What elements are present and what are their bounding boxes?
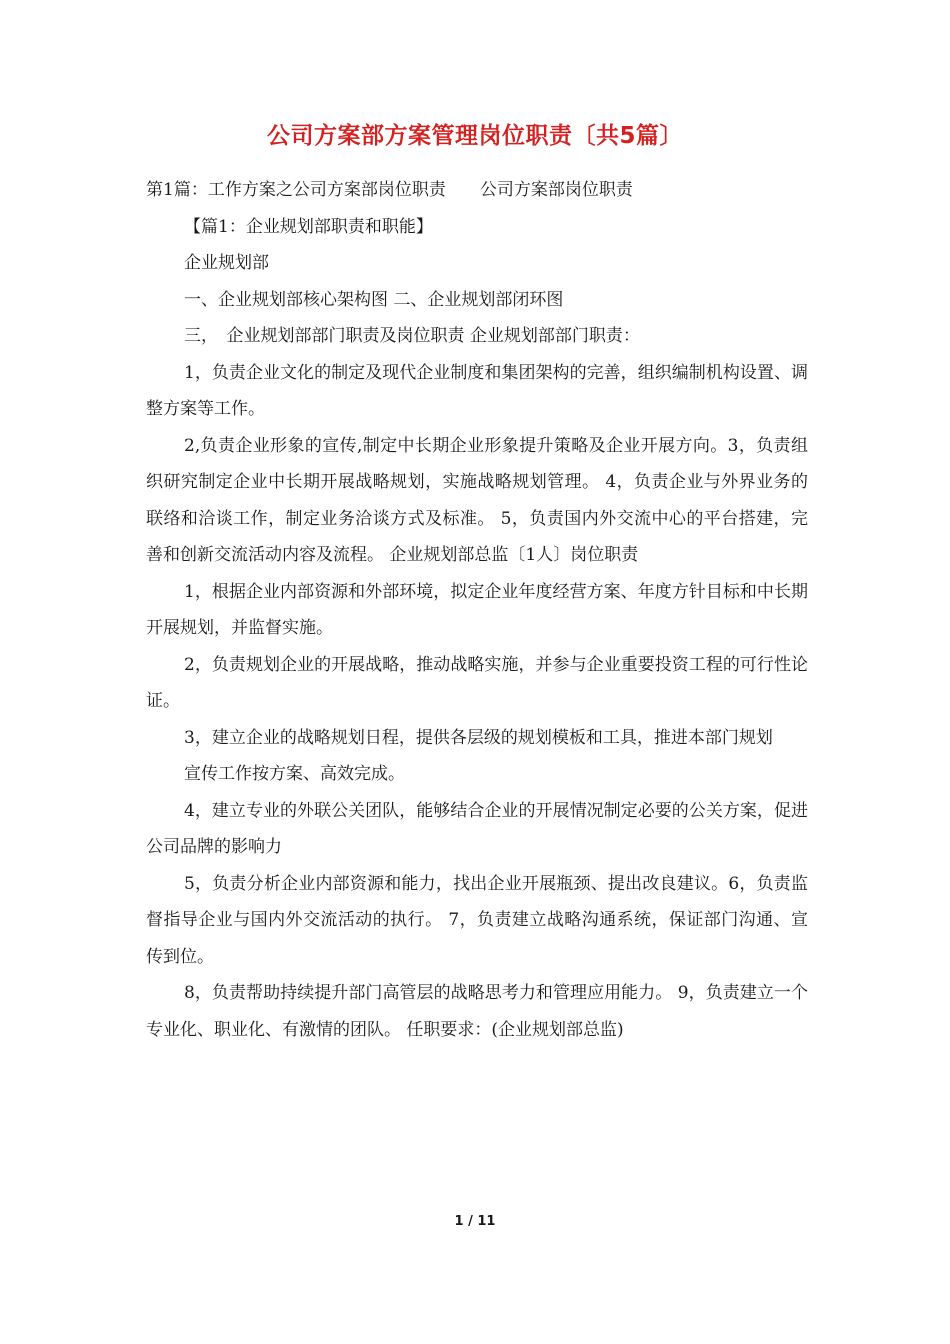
body-paragraph: 三， 企业规划部部门职责及岗位职责 企业规划部部门职责： [184, 326, 640, 346]
body-paragraph: 5，负责分析企业内部资源和能力，找出企业开展瓶颈、提出改良建议。6，负责监督指导企业与国内外交流活动的执行。 7，负责建立战略沟通系统，保证部门沟通、宣传到位。 [146, 873, 808, 967]
body-paragraph: 第1篇：工作方案之公司方案部岗位职责 公司方案部岗位职责 [146, 180, 633, 200]
body-paragraph: 宣传工作按方案、高效完成。 [184, 764, 405, 784]
body-paragraph: 1，负责企业文化的制定及现代企业制度和集团架构的完善，组织编制机构设置、调整方案等工作。 [146, 362, 808, 419]
body-paragraph: 【篇1：企业规划部职责和职能】 [184, 216, 433, 237]
body-paragraph: 2,负责企业形象的宣传,制定中长期企业形象提升策略及企业开展方向。3，负责组织研究制定企业中长期开展战略规划，实施战略规划管理。 4，负责企业与外界业务的联络和洽谈工作，制定业务洽谈方式及标准。 5，负责国内外交流中心的平台搭建，完善和创新交流活动内容及流程。 企业规划部总监〔1人〕岗位职责 [146, 435, 808, 565]
body-paragraph: 一、企业规划部核心架构图 二、企业规划部闭环图 [184, 289, 564, 310]
body-paragraph: 3，建立企业的战略规划日程，提供各层级的规划模板和工具，推进本部门规划 [184, 727, 773, 748]
body-paragraph: 2，负责规划企业的开展战略，推动战略实施，并参与企业重要投资工程的可行性论证。 [146, 654, 808, 711]
document-body [146, 172, 808, 1048]
document-title: 公司方案部方案管理岗位职责〔共5篇〕 [266, 123, 683, 149]
page-number: 1 / 11 [454, 1214, 496, 1229]
body-paragraph: 企业规划部 [184, 253, 269, 273]
body-paragraph: 8，负责帮助持续提升部门高管层的战略思考力和管理应用能力。 9，负责建立一个专业化、职业化、有激情的团队。 任职要求：(企业规划部总监) [146, 983, 808, 1040]
body-paragraph: 1，根据企业内部资源和外部环境，拟定企业年度经营方案、年度方针目标和中长期开展规划，并监督实施。 [146, 581, 808, 638]
body-paragraph: 4，建立专业的外联公关团队，能够结合企业的开展情况制定必要的公关方案，促进公司品牌的影响力 [146, 800, 808, 857]
